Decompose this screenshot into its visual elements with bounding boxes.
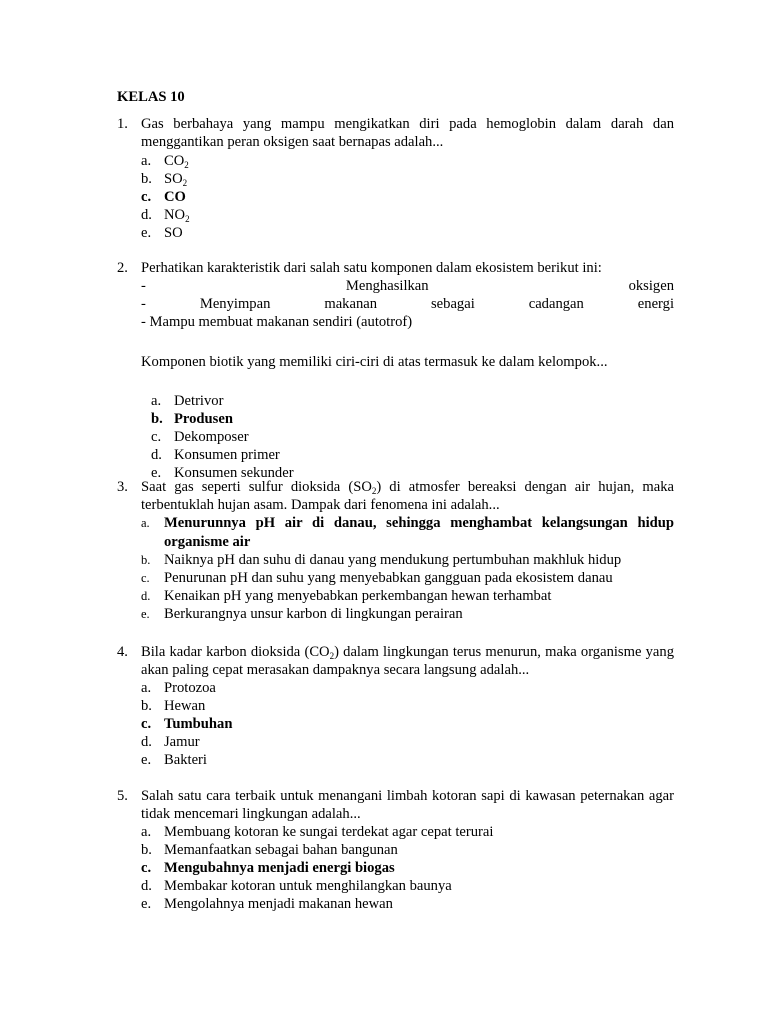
question-stem: Salah satu cara terbaik untuk menangani limbah kotoran sapi di kawasan peternakan agar tidak mencemari lingkungan adalah...	[141, 788, 674, 822]
question-stem: Saat gas seperti sulfur dioksida $(SO_2)$ di atmosfer bereaksi dengan air hujan, maka terbentuklah hujan asam. Dampak dari fenomena ini adalah...	[141, 479, 674, 513]
characteristic-1: - Menghasilkan oksigen	[141, 278, 674, 294]
option-c-answer: c. Mengubahnya menjadi energi biogas	[141, 860, 395, 876]
question-stem: Bila kadar karbon dioksida $(CO_2)$ dalam lingkungan terus menurun, maka organisme yang akan paling cepat merasakan dampaknya secara langsung adalah...	[141, 644, 674, 678]
question-5	[117, 787, 674, 913]
option-c-answer: c. CO	[141, 189, 186, 205]
option-a: a. Protozoa	[141, 680, 216, 696]
question-stem: Perhatikan karakteristik dari salah satu komponen dalam ekosistem berikut ini:	[141, 260, 602, 276]
question-number: 1.	[117, 116, 128, 132]
option-e: e. Konsumen sekunder	[151, 465, 294, 481]
option-e: e. Berkurangnya unsur karbon di lingkungan perairan	[141, 606, 463, 622]
option-d: d. Konsumen primer	[151, 447, 280, 463]
characteristic-3: - Mampu membuat makanan sendiri (autotrof)	[141, 314, 413, 330]
question-3	[117, 478, 674, 623]
option-e: e. Bakteri	[141, 752, 207, 768]
option-b: b. Hewan	[141, 698, 206, 714]
option-a: a. Membuang kotoran ke sungai terdekat agar cepat terurai	[141, 824, 494, 840]
option-c-answer: c. Tumbuhan	[141, 716, 233, 732]
option-a-answer: a. Menurunnya pH air di danau, sehingga menghambat kelangsungan hidup organisme air	[141, 515, 674, 550]
option-a: a. Detrivor	[151, 393, 224, 409]
option-a: a. $CO_2$	[141, 153, 189, 170]
question-2	[117, 259, 674, 482]
option-b: b. Naiknya pH dan suhu di danau yang mendukung pertumbuhan makhluk hidup	[141, 552, 622, 568]
question-number: 3.	[117, 479, 128, 495]
option-d: d. Kenaikan pH yang menyebabkan perkembangan hewan terhambat	[141, 588, 552, 604]
characteristic-2: - Menyimpan makanan sebagai cadangan energi	[141, 296, 674, 312]
option-e: e. SO	[141, 225, 183, 241]
options-list	[151, 392, 674, 482]
option-b-answer: b. Produsen	[151, 411, 233, 427]
page-title: KELAS 10	[117, 89, 185, 105]
option-d: d. Membakar kotoran untuk menghilangkan baunya	[141, 878, 452, 894]
option-e: e. Mengolahnya menjadi makanan hewan	[141, 896, 393, 912]
question-stem: Gas berbahaya yang mampu mengikatkan diri pada hemoglobin dalam darah dan menggantikan peran oksigen saat bernapas adalah...	[141, 116, 674, 150]
option-b: b. $SO_2$	[141, 171, 188, 188]
question-prompt: Komponen biotik yang memiliki ciri-ciri di atas termasuk ke dalam kelompok...	[141, 354, 608, 370]
option-d: d. $NO_2$	[141, 207, 190, 224]
option-c: c. Dekomposer	[151, 429, 249, 445]
options-list	[141, 823, 674, 913]
question-number: 2.	[117, 260, 128, 276]
question-number: 4.	[117, 644, 128, 660]
options-list	[141, 514, 674, 623]
options-list	[141, 679, 674, 769]
question-4	[117, 643, 674, 769]
option-b: b. Memanfaatkan sebagai bahan bangunan	[141, 842, 398, 858]
question-1	[117, 115, 674, 242]
options-list	[141, 152, 674, 242]
option-c: c. Penurunan pH dan suhu yang menyebabkan gangguan pada ekosistem danau	[141, 570, 613, 586]
question-number: 5.	[117, 788, 128, 804]
option-d: d. Jamur	[141, 734, 200, 750]
